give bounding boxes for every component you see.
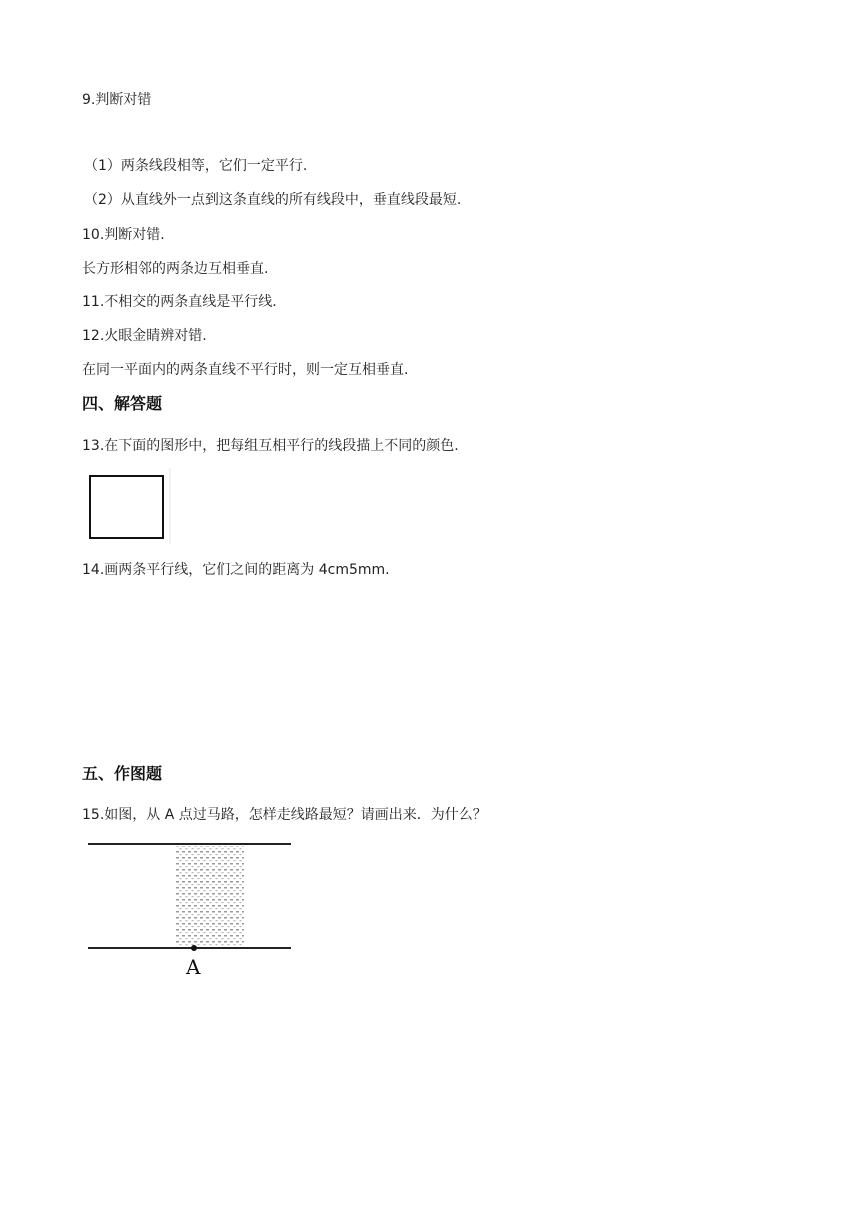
q10-title: 10.判断对错. xyxy=(82,227,165,243)
road-figure xyxy=(86,838,296,980)
q12-title: 12.火眼金睛辨对错. xyxy=(82,328,207,344)
section-5-heading: 五、作图题 xyxy=(82,764,163,783)
point-a-marker xyxy=(191,945,197,951)
q12-text: 在同一平面内的两条直线不平行时，则一定互相垂直. xyxy=(82,362,409,378)
q9-item-2: （2）从直线外一点到这条直线的所有线段中，垂直线段最短. xyxy=(84,192,462,208)
q9-item-1: （1）两条线段相等，它们一定平行. xyxy=(84,158,308,174)
crosswalk-area xyxy=(176,846,244,947)
point-a-label: A xyxy=(186,955,201,979)
q9-title: 9.判断对错 xyxy=(82,92,152,108)
q14-text: 14.画两条平行线，它们之间的距离为 4cm5mm. xyxy=(82,562,390,578)
rectangle-figure xyxy=(84,468,174,546)
q10-text: 长方形相邻的两条边互相垂直. xyxy=(82,261,269,277)
section-4-heading: 四、解答题 xyxy=(82,394,163,413)
q11-text: 11.不相交的两条直线是平行线. xyxy=(82,294,277,310)
q15-text: 15.如图，从 A 点过马路，怎样走线路最短？请画出来．为什么？ xyxy=(82,807,487,823)
q13-text: 13.在下面的图形中，把每组互相平行的线段描上不同的颜色. xyxy=(82,438,459,454)
rectangle-shape xyxy=(90,476,163,538)
